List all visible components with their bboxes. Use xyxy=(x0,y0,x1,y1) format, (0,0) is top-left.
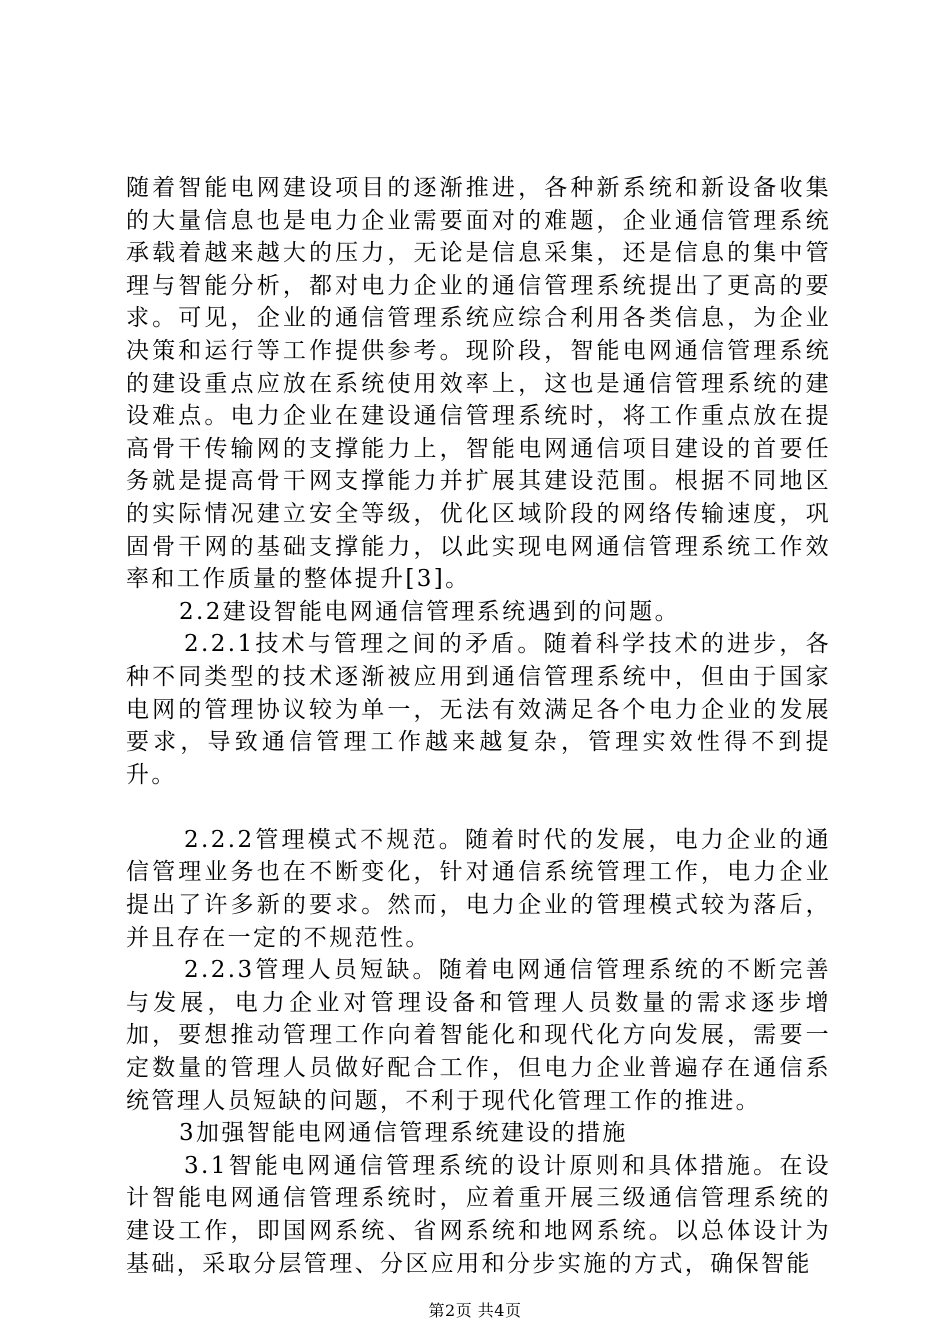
paragraph-smart-grid-intro: 随着智能电网建设项目的逐渐推进，各种新系统和新设备收集的大量信息也是电力企业需要面对的难题，企业通信管理系统承载着越来越大的压力，无论是信息采集，还是信息的集中管理与智能分析，都对电力企业的通信管理系统提出了更高的要求。可见，企业的通信管理系统应综合利用各类信息，为企业决策和运行等工作提供参考。现阶段，智能电网通信管理系统的建设重点应放在系统使用效率上，这也是通信管理系统的建设难点。电力企业在建设通信管理系统时，将工作重点放在提高骨干传输网的支撑能力上，智能电网通信项目建设的首要任务就是提高骨干网支撑能力并扩展其建设范围。根据不同地区的实际情况建立安全等级，优化区域阶段的网络传输速度，巩固骨干网的基础支撑能力，以此实现电网通信管理系统工作效率和工作质量的整体提升[3]。 xyxy=(126,175,831,593)
heading-3: 3加强智能电网通信管理系统建设的措施 xyxy=(179,1120,628,1147)
paragraph-3-1: 3.1智能电网通信管理系统的设计原则和具体措施。在设计智能电网通信管理系统时，应着重开展三级通信管理系统的建设工作，即国网系统、省网系统和地网系统。以总体设计为基础，采取分层管理、分区应用和分步实施的方式，确保智能 xyxy=(126,1152,831,1277)
page-number-label: 第2页 共4页 xyxy=(428,1301,522,1320)
page-footer xyxy=(0,1298,950,1321)
heading-2-2: 2.2建设智能电网通信管理系统遇到的问题。 xyxy=(179,598,680,625)
paragraph-2-2-2: 2.2.2管理模式不规范。随着时代的发展，电力企业的通信管理业务也在不断变化，针对通信系统管理工作，电力企业提出了许多新的要求。然而，电力企业的管理模式较为落后，并且存在一定的不规范性。 xyxy=(126,826,831,951)
paragraph-2-2-1: 2.2.1技术与管理之间的矛盾。随着科学技术的进步，各种不同类型的技术逐渐被应用到通信管理系统中，但由于国家电网的管理协议较为单一，无法有效满足各个电力企业的发展要求，导致通信管理工作越来越复杂，管理实效性得不到提升。 xyxy=(126,631,831,788)
paragraph-2-2-3: 2.2.3管理人员短缺。随着电网通信管理系统的不断完善与发展，电力企业对管理设备和管理人员数量的需求逐步增加，要想推动管理工作向着智能化和现代化方向发展，需要一定数量的管理人员做好配合工作，但电力企业普遍存在通信系统管理人员短缺的问题，不利于现代化管理工作的推进。 xyxy=(126,957,831,1114)
body-text xyxy=(126,172,831,1280)
